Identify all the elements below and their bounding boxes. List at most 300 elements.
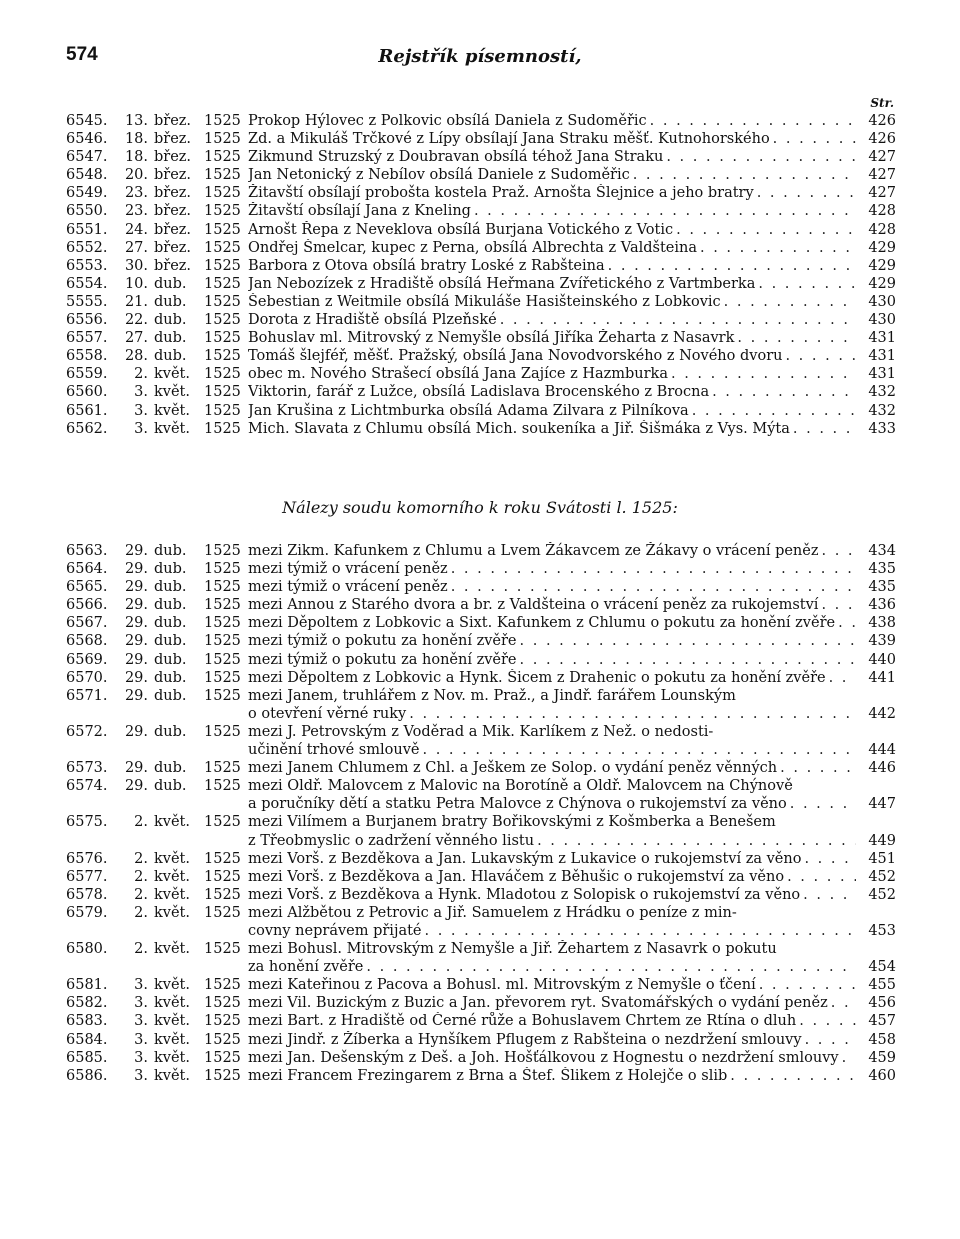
entry-description	[248, 651, 856, 669]
entry-month: dub.	[154, 687, 187, 704]
line-spacer	[736, 687, 856, 705]
register-entry	[66, 166, 896, 184]
entry-year: 1525	[204, 203, 241, 220]
entry-number: 6573.	[66, 760, 108, 777]
entry-day: 2.	[134, 904, 148, 921]
dot-leader	[790, 420, 856, 438]
entry-day: 23.	[124, 185, 148, 202]
entry-page-ref: 452	[868, 886, 896, 903]
entry-number: 6583.	[66, 1013, 108, 1030]
entry-month: dub.	[154, 293, 187, 310]
entry-text-line	[248, 275, 856, 293]
entry-year: 1525	[204, 330, 241, 347]
entry-day: 3.	[134, 420, 148, 437]
entry-month: květ.	[154, 366, 190, 383]
entry-day: 18.	[124, 131, 148, 148]
entry-text: mezi Zikm. Kafunkem z Chlumu a Lvem Žákavcem ze Žákavy o vrácení peněz	[248, 543, 819, 559]
register-entry	[66, 383, 896, 401]
entry-month: květ.	[154, 1031, 190, 1048]
dot-leader	[777, 759, 856, 777]
dot-leader	[734, 329, 856, 347]
entry-year: 1525	[204, 543, 241, 559]
entry-description	[248, 777, 856, 813]
entry-text: mezi Děpoltem z Lobkovic a Hynk. Šicem z Drahenic o pokutu za honění zvěře	[248, 669, 826, 686]
register-entry	[66, 130, 896, 148]
entry-page-ref: 458	[868, 1031, 896, 1048]
entry-page-ref: 431	[868, 366, 896, 383]
entry-text: mezi Vorš. z Bezděkova a Hynk. Mladotou z Solopisk o rukojemství za věno	[248, 886, 801, 903]
entry-year: 1525	[204, 995, 241, 1012]
entry-text: Jan Krušina z Lichtmburka obsílá Adama Zilvara z Pilníkova	[248, 402, 689, 419]
entry-day: 29.	[124, 687, 148, 704]
entry-text: Šebestian z Weitmile obsílá Mikuláše Hasišteinského z Lobkovic	[248, 293, 721, 310]
entry-text: mezi Janem, truhlářem z Nov. m. Praž., a Jindř. farářem Lounským	[248, 687, 736, 704]
entry-number: 6566.	[66, 597, 108, 614]
entry-page-ref: 436	[868, 597, 896, 614]
dot-leader	[770, 130, 856, 148]
entry-description	[248, 347, 856, 365]
entry-text-line	[248, 904, 856, 922]
entry-day: 3.	[134, 1013, 148, 1030]
entry-day: 29.	[124, 543, 148, 559]
dot-leader	[363, 958, 856, 976]
dot-leader	[839, 1049, 856, 1067]
entry-page-ref: 434	[868, 543, 896, 559]
entry-year: 1525	[204, 239, 241, 256]
entry-page-ref: 453	[868, 922, 896, 939]
register-entry	[66, 614, 896, 632]
entry-description	[248, 275, 856, 293]
entry-description	[248, 148, 856, 166]
entry-day: 24.	[124, 221, 148, 238]
entry-year: 1525	[204, 850, 241, 867]
entry-page-ref: 432	[868, 384, 896, 401]
entry-page-ref: 456	[868, 995, 896, 1012]
register-entry	[66, 402, 896, 420]
entry-description	[248, 1031, 856, 1049]
dot-leader	[782, 347, 856, 365]
entry-description	[248, 614, 856, 632]
entry-day: 3.	[134, 1067, 148, 1084]
entry-text-line	[248, 542, 856, 560]
register-entry	[66, 669, 896, 687]
entry-text-line	[248, 813, 856, 831]
entry-month: dub.	[154, 348, 187, 365]
entry-month: květ.	[154, 402, 190, 419]
entry-number: 6584.	[66, 1031, 108, 1048]
line-spacer	[793, 777, 856, 795]
entry-page-ref: 438	[868, 615, 896, 632]
entry-number: 6545.	[66, 113, 108, 129]
entry-year: 1525	[204, 257, 241, 274]
dot-leader	[826, 669, 856, 687]
dot-leader	[448, 578, 856, 596]
entry-number: 6557.	[66, 330, 108, 347]
dot-leader	[835, 614, 856, 632]
entry-text-line	[248, 166, 856, 184]
entry-description	[248, 257, 856, 275]
dot-leader	[709, 383, 856, 401]
entry-month: břez.	[154, 131, 192, 148]
dot-leader	[796, 1012, 856, 1030]
entry-page-ref: 429	[868, 275, 896, 292]
entry-text-line	[248, 1012, 856, 1030]
entry-month: břez.	[154, 221, 192, 238]
entry-text-line	[248, 1049, 856, 1067]
entry-description	[248, 578, 856, 596]
dot-leader	[630, 166, 856, 184]
entry-year: 1525	[204, 651, 241, 668]
register-list-court-findings	[66, 542, 896, 1085]
register-entry	[66, 723, 896, 759]
entry-month: květ.	[154, 814, 190, 831]
entry-text: Tomáš šlejféř, měšť. Pražský, obsílá Jana Novodvorského z Nového dvoru	[248, 348, 783, 365]
entry-description	[248, 420, 856, 438]
entry-number: 6560.	[66, 384, 108, 401]
entry-month: dub.	[154, 778, 187, 795]
entry-number: 6549.	[66, 185, 108, 202]
entry-number: 6563.	[66, 543, 108, 559]
line-spacer	[776, 813, 856, 831]
entry-year: 1525	[204, 1013, 241, 1030]
entry-year: 1525	[204, 366, 241, 383]
entry-month: břez.	[154, 203, 192, 220]
entry-text: mezi Annou z Starého dvora a br. z Valdšteina o vrácení peněz za rukojemství	[248, 597, 819, 614]
entry-year: 1525	[204, 131, 241, 148]
entry-year: 1525	[204, 615, 241, 632]
entry-day: 29.	[124, 651, 148, 668]
entry-day: 29.	[124, 778, 148, 795]
entry-year: 1525	[204, 904, 241, 921]
entry-text-line	[248, 221, 856, 239]
entry-page-ref: 439	[868, 633, 896, 650]
entry-page-ref: 442	[868, 705, 896, 722]
dot-leader	[668, 365, 856, 383]
entry-month: břez.	[154, 185, 192, 202]
entry-number: 6580.	[66, 941, 108, 958]
entry-day: 3.	[134, 995, 148, 1012]
register-entry	[66, 578, 896, 596]
entry-page-ref: 451	[868, 850, 896, 867]
entry-day: 13.	[124, 113, 148, 129]
entry-month: květ.	[154, 977, 190, 994]
entry-number: 6547.	[66, 149, 108, 166]
entry-month: dub.	[154, 312, 187, 329]
register-entry	[66, 850, 896, 868]
entry-page-ref: 455	[868, 977, 896, 994]
entry-month: dub.	[154, 275, 187, 292]
entry-page-ref: 427	[868, 149, 896, 166]
entry-number: 6564.	[66, 561, 108, 578]
entry-page-ref: 435	[868, 579, 896, 596]
entry-text-line	[248, 614, 856, 632]
entry-description	[248, 221, 856, 239]
entry-year: 1525	[204, 886, 241, 903]
entry-text: Jan Nebozízek z Hradiště obsílá Heřmana Zvířetického z Vartmberka	[248, 275, 756, 292]
entry-page-ref: 428	[868, 203, 896, 220]
register-entry	[66, 687, 896, 723]
running-title: Rejstřík písemností,	[378, 46, 582, 67]
entry-day: 30.	[124, 257, 148, 274]
entry-day: 2.	[134, 814, 148, 831]
entry-number: 6561.	[66, 402, 108, 419]
entry-text-line	[248, 311, 856, 329]
entry-description	[248, 402, 856, 420]
entry-text-line	[248, 112, 856, 130]
entry-page-ref: 426	[868, 131, 896, 148]
entry-text-line	[248, 940, 856, 958]
entry-text-line	[248, 347, 856, 365]
entry-text: za honění zvěře	[248, 959, 364, 976]
entry-month: dub.	[154, 330, 187, 347]
register-entry	[66, 365, 896, 383]
register-entry	[66, 813, 896, 849]
entry-description	[248, 596, 856, 614]
entry-text: mezi Francem Frezingarem z Brna a Štef. Šlikem z Holejče o slib	[248, 1067, 728, 1084]
dot-leader	[801, 850, 856, 868]
entry-text: mezi Jindř. z Žíberka a Hynšíkem Pflugem z Rabšteina o nezdržení smlouvy	[248, 1031, 802, 1048]
entry-month: břez.	[154, 239, 192, 256]
entry-description	[248, 1067, 856, 1085]
entry-description	[248, 976, 856, 994]
entry-month: dub.	[154, 615, 187, 632]
entry-number: 6574.	[66, 778, 108, 795]
entry-number: 6570.	[66, 669, 108, 686]
entry-number: 6571.	[66, 687, 108, 704]
entry-page-ref: 444	[868, 742, 896, 759]
entry-day: 3.	[134, 384, 148, 401]
entry-page-ref: 459	[868, 1049, 896, 1066]
entry-day: 18.	[124, 149, 148, 166]
entry-description	[248, 112, 856, 130]
entry-description	[248, 940, 856, 976]
entry-text: mezi Vil. Buzickým z Buzic a Jan. převorem ryt. Svatomářských o vydání peněz	[248, 995, 828, 1012]
entry-description	[248, 560, 856, 578]
line-spacer	[777, 940, 856, 958]
entry-description	[248, 850, 856, 868]
dot-leader	[819, 542, 857, 560]
entry-year: 1525	[204, 723, 241, 740]
entry-text-line	[248, 777, 856, 795]
entry-day: 3.	[134, 402, 148, 419]
entry-description	[248, 723, 856, 759]
dot-leader	[448, 560, 856, 578]
register-entry	[66, 311, 896, 329]
entry-text-line	[248, 795, 856, 813]
entry-page-ref: 447	[868, 796, 896, 813]
entry-number: 6586.	[66, 1067, 108, 1084]
entry-text: mezi J. Petrovským z Voděrad a Mik. Karlíkem z Než. o nedosti-	[248, 723, 714, 740]
entry-page-ref: 454	[868, 959, 896, 976]
entry-year: 1525	[204, 348, 241, 365]
entry-text-line	[248, 632, 856, 650]
register-entry	[66, 221, 896, 239]
entry-number: 6554.	[66, 275, 108, 292]
entry-number: 5555.	[66, 293, 108, 310]
entry-text: Zikmund Struzský z Doubravan obsílá téhož Jana Straku	[248, 149, 664, 166]
entry-text: Jan Netonický z Nebílov obsílá Daniele z Sudoměřic	[248, 167, 630, 184]
entry-page-ref: 427	[868, 167, 896, 184]
entry-text: mezi Vilímem a Burjanem bratry Bořikovskými z Košmberka a Benešem	[248, 814, 776, 831]
entry-month: květ.	[154, 904, 190, 921]
entry-text-line	[248, 669, 856, 687]
dot-leader	[497, 311, 856, 329]
entry-text: Žitavští obsílají probošta kostela Praž. Arnošta Šlejnice a jeho bratry	[248, 185, 754, 202]
entry-text: mezi týmiž o pokutu za honění zvěře	[248, 633, 517, 650]
entry-text: mezi Oldř. Malovcem z Malovic na Borotíně a Oldř. Malovcem na Chýnově	[248, 778, 793, 795]
entry-text-line	[248, 596, 856, 614]
entry-month: květ.	[154, 941, 190, 958]
entry-day: 2.	[134, 886, 148, 903]
entry-month: dub.	[154, 723, 187, 740]
entry-year: 1525	[204, 1031, 241, 1048]
entry-text: mezi týmiž o pokutu za honění zvěře	[248, 651, 517, 668]
entry-year: 1525	[204, 941, 241, 958]
entry-year: 1525	[204, 221, 241, 238]
entry-month: břez.	[154, 167, 192, 184]
dot-leader	[800, 886, 856, 904]
entry-number: 6572.	[66, 723, 108, 740]
register-entry	[66, 420, 896, 438]
entry-month: květ.	[154, 384, 190, 401]
entry-description	[248, 687, 856, 723]
entry-number: 6585.	[66, 1049, 108, 1066]
entry-year: 1525	[204, 633, 241, 650]
entry-text: mezi Bohusl. Mitrovským z Nemyšle a Jiř. Žehartem z Nasavrk o pokutu	[248, 941, 777, 958]
entry-month: dub.	[154, 561, 187, 578]
entry-year: 1525	[204, 185, 241, 202]
entry-text-line	[248, 886, 856, 904]
entry-page-ref: 430	[868, 312, 896, 329]
dot-leader	[419, 741, 856, 759]
entry-text: Ondřej Šmelcar, kupec z Perna, obsílá Albrechta z Valdšteina	[248, 239, 697, 256]
dot-leader	[406, 705, 856, 723]
entry-month: květ.	[154, 1013, 190, 1030]
entry-text-line	[248, 184, 856, 202]
entry-day: 3.	[134, 1031, 148, 1048]
entry-day: 29.	[124, 760, 148, 777]
entry-page-ref: 431	[868, 330, 896, 347]
dot-leader	[697, 239, 856, 257]
entry-text-line	[248, 705, 856, 723]
entry-description	[248, 311, 856, 329]
entry-year: 1525	[204, 402, 241, 419]
entry-day: 2.	[134, 868, 148, 885]
entry-year: 1525	[204, 687, 241, 704]
entry-day: 20.	[124, 167, 148, 184]
entry-description	[248, 329, 856, 347]
register-entry	[66, 293, 896, 311]
entry-text-line	[248, 723, 856, 741]
entry-text: Arnošt Řepa z Neveklova obsílá Burjana Votického z Votic	[248, 221, 674, 238]
entry-day: 29.	[124, 597, 148, 614]
dot-leader	[787, 795, 856, 813]
entry-description	[248, 1012, 856, 1030]
dot-leader	[517, 651, 856, 669]
entry-description	[248, 293, 856, 311]
entry-text: mezi Vorš. z Bezděkova a Jan. Lukavským z Lukavice o rukojemství za věno	[248, 850, 802, 867]
dot-leader	[756, 976, 856, 994]
register-entry	[66, 886, 896, 904]
register-entry	[66, 632, 896, 650]
page-number: 574	[66, 44, 98, 65]
entry-day: 3.	[134, 977, 148, 994]
register-entry	[66, 239, 896, 257]
register-entry	[66, 347, 896, 365]
entry-month: květ.	[154, 850, 190, 867]
entry-number: 6576.	[66, 850, 108, 867]
entry-month: břez.	[154, 113, 192, 129]
entry-text-line	[248, 202, 856, 220]
register-entry	[66, 275, 896, 293]
entry-year: 1525	[204, 167, 241, 184]
entry-description	[248, 184, 856, 202]
entry-description	[248, 365, 856, 383]
entry-text: mezi týmiž o vrácení peněz	[248, 561, 448, 578]
entry-description	[248, 130, 856, 148]
entry-page-ref: 432	[868, 402, 896, 419]
dot-leader	[754, 184, 856, 202]
entry-text: Dorota z Hradiště obsílá Plzeňské	[248, 312, 497, 329]
entry-number: 6567.	[66, 615, 108, 632]
entry-month: květ.	[154, 1067, 190, 1084]
entry-day: 2.	[134, 366, 148, 383]
entry-text-line	[248, 958, 856, 976]
entry-text: obec m. Nového Strašecí obsílá Jana Zajíce z Hazmburka	[248, 366, 668, 383]
entry-day: 29.	[124, 669, 148, 686]
register-entry	[66, 112, 896, 130]
entry-description	[248, 669, 856, 687]
entry-year: 1525	[204, 778, 241, 795]
entry-day: 29.	[124, 561, 148, 578]
entry-number: 6546.	[66, 131, 108, 148]
entry-number: 6552.	[66, 239, 108, 256]
entry-day: 2.	[134, 941, 148, 958]
dot-leader	[534, 832, 856, 850]
entry-text: mezi Vorš. z Bezděkova a Jan. Hlaváčem z Běhušic o rukojemství za věno	[248, 868, 785, 885]
dot-leader	[422, 922, 857, 940]
dot-leader	[721, 293, 856, 311]
register-list-summons	[66, 112, 896, 438]
entry-description	[248, 202, 856, 220]
entry-day: 3.	[134, 1049, 148, 1066]
entry-text: z Třeobmyslic o zadržení věnného listu	[248, 832, 535, 849]
dot-leader	[828, 994, 856, 1012]
entry-day: 29.	[124, 579, 148, 596]
entry-year: 1525	[204, 420, 241, 437]
register-entry	[66, 904, 896, 940]
entry-year: 1525	[204, 597, 241, 614]
page-column-label: Str.	[870, 96, 894, 110]
dot-leader	[689, 402, 856, 420]
entry-text: Žitavští obsílají Jana z Kneling	[248, 203, 471, 220]
entry-day: 29.	[124, 723, 148, 740]
register-entry	[66, 184, 896, 202]
entry-description	[248, 759, 856, 777]
entry-text-line	[248, 329, 856, 347]
entry-page-ref: 460	[868, 1067, 896, 1084]
register-entry	[66, 777, 896, 813]
entry-month: květ.	[154, 886, 190, 903]
entry-text-line	[248, 759, 856, 777]
entry-page-ref: 441	[868, 669, 896, 686]
entry-description	[248, 383, 856, 401]
entry-page-ref: 433	[868, 420, 896, 437]
entry-number: 6558.	[66, 348, 108, 365]
entry-description	[248, 904, 856, 940]
entry-year: 1525	[204, 312, 241, 329]
entry-text-line	[248, 365, 856, 383]
